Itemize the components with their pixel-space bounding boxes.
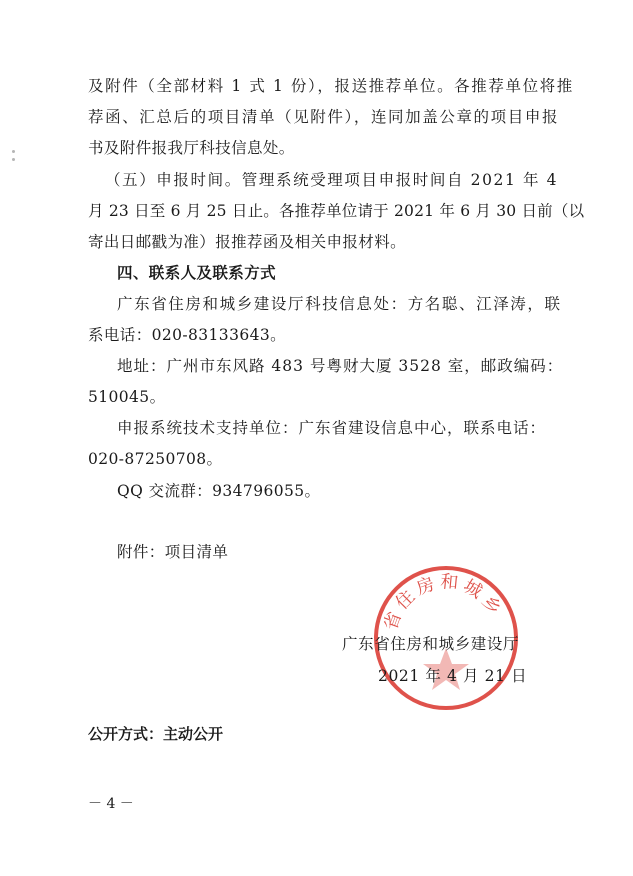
paragraph-line: 系电话：020-83133643。 xyxy=(88,326,287,344)
page-number: － 4 － xyxy=(88,796,134,812)
paragraph-line: （五）申报时间。管理系统受理项目申报时间自 2021 年 4 xyxy=(105,171,559,189)
paragraph-line: 广东省住房和城乡建设厅科技信息处：方名聪、江泽涛，联 xyxy=(117,295,562,313)
section-heading: 四、联系人及联系方式 xyxy=(117,264,277,282)
signature-date: 2021 年 4 月 21 日 xyxy=(378,667,528,685)
paragraph-line: 及附件（全部材料 1 式 1 份），报送推荐单位。各推荐单位将推 xyxy=(88,77,574,95)
paragraph-line: 书及附件报我厅科技信息处。 xyxy=(88,139,295,157)
paragraph-line: 月 23 日至 6 月 25 日止。各推荐单位请于 2021 年 6 月 30 日前（以 xyxy=(88,202,585,220)
paragraph-line: 020-87250708。 xyxy=(88,450,223,468)
scan-mark xyxy=(12,150,15,153)
paragraph-line: 寄出日邮戳为准）报推荐函及相关申报材料。 xyxy=(88,233,407,251)
paragraph-line: 510045。 xyxy=(88,388,166,406)
paragraph-line: 荐函、汇总后的项目清单（见附件），连同加盖公章的项目申报 xyxy=(88,108,560,126)
paragraph-line: 申报系统技术支持单位：广东省建设信息中心，联系电话： xyxy=(117,419,547,437)
svg-text:省住房和城乡 xyxy=(380,571,507,633)
paragraph-line: QQ 交流群：934796055。 xyxy=(117,482,321,500)
paragraph-line: 地址：广州市东风路 483 号粤财大厦 3528 室，邮政编码： xyxy=(117,357,564,375)
seal-text: 省住房和城乡 xyxy=(380,571,507,634)
disclosure-note: 公开方式：主动公开 xyxy=(88,725,224,743)
scan-mark xyxy=(12,158,15,161)
signature-org: 广东省住房和城乡建设厅 xyxy=(342,635,520,653)
attachment-line: 附件：项目清单 xyxy=(117,543,229,561)
